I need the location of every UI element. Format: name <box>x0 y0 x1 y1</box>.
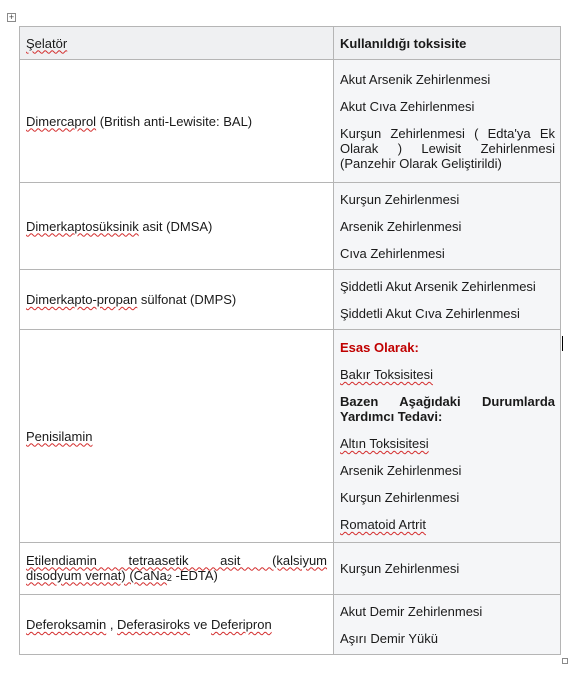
chelator-cell <box>20 543 334 595</box>
table-row <box>20 270 561 330</box>
table-resize-handle-icon[interactable] <box>562 658 568 664</box>
use-item: Şiddetli Akut Cıva Zehirlenmesi <box>340 305 520 321</box>
use-item: Altın Toksisitesi <box>340 436 429 451</box>
header-toxicity: Kullanıldığı toksisite <box>334 27 561 60</box>
chelator-cell: Penisilamin <box>20 330 334 543</box>
table-row <box>20 330 561 543</box>
use-item: Olarak ) Lewisit Zehirlenmesi <box>340 140 555 156</box>
use-item: Kurşun Zehirlenmesi <box>340 191 460 207</box>
use-item: (Panzehir Olarak Geliştirildi) <box>340 155 502 171</box>
agent-line: disodyum vernat) (CaNa$_2$ -EDTA) <box>26 567 218 583</box>
agent-line: Etilendiamin tetraasetik asit (kalsiyum <box>26 552 327 568</box>
primary-label: Esas Olarak: <box>340 340 419 355</box>
use-item: Cıva Zehirlenmesi <box>340 245 445 261</box>
chelator-cell: Deferoksamin , Deferasiroks ve Deferipron <box>20 595 334 655</box>
table-row <box>20 183 561 270</box>
table-header-row <box>20 27 561 60</box>
toxicity-cell <box>334 270 561 330</box>
use-item: Kurşun Zehirlenmesi ( Edta'ya Ek <box>340 125 555 141</box>
secondary-label: Yardımcı Tedavi: <box>340 409 443 424</box>
use-item: Romatoid Artrit <box>340 517 426 532</box>
use-item: Bakır Toksisitesi <box>340 367 433 382</box>
toxicity-cell <box>334 543 561 595</box>
chelator-cell: Dimerkapto-propan sülfonat (DMPS) <box>20 270 334 330</box>
table-row <box>20 543 561 595</box>
use-item: Arsenik Zehirlenmesi <box>340 463 462 478</box>
use-item: Akut Cıva Zehirlenmesi <box>340 98 475 114</box>
use-item: Şiddetli Akut Arsenik Zehirlenmesi <box>340 278 536 294</box>
chelator-table <box>19 26 561 655</box>
table-row <box>20 60 561 183</box>
toxicity-cell <box>334 183 561 270</box>
toxicity-cell <box>334 330 561 543</box>
use-item: Aşırı Demir Yükü <box>340 630 439 646</box>
header-chelator: Şelatör <box>20 27 334 60</box>
text-cursor <box>562 336 563 351</box>
secondary-label: Bazen Aşağıdaki Durumlarda <box>340 394 555 409</box>
table-move-handle-icon[interactable]: + <box>8 12 15 22</box>
chelator-cell: Dimercaprol (British anti-Lewisite: BAL) <box>20 60 334 183</box>
toxicity-cell <box>334 60 561 183</box>
use-item: Arsenik Zehirlenmesi <box>340 218 462 234</box>
use-item: Akut Arsenik Zehirlenmesi <box>340 71 491 87</box>
toxicity-cell <box>334 595 561 655</box>
use-item: Kurşun Zehirlenmesi <box>340 561 460 576</box>
table-row <box>20 595 561 655</box>
use-item: Akut Demir Zehirlenmesi <box>340 603 483 619</box>
use-item: Kurşun Zehirlenmesi <box>340 490 460 505</box>
chelator-cell: Dimerkaptosüksinik asit (DMSA) <box>20 183 334 270</box>
